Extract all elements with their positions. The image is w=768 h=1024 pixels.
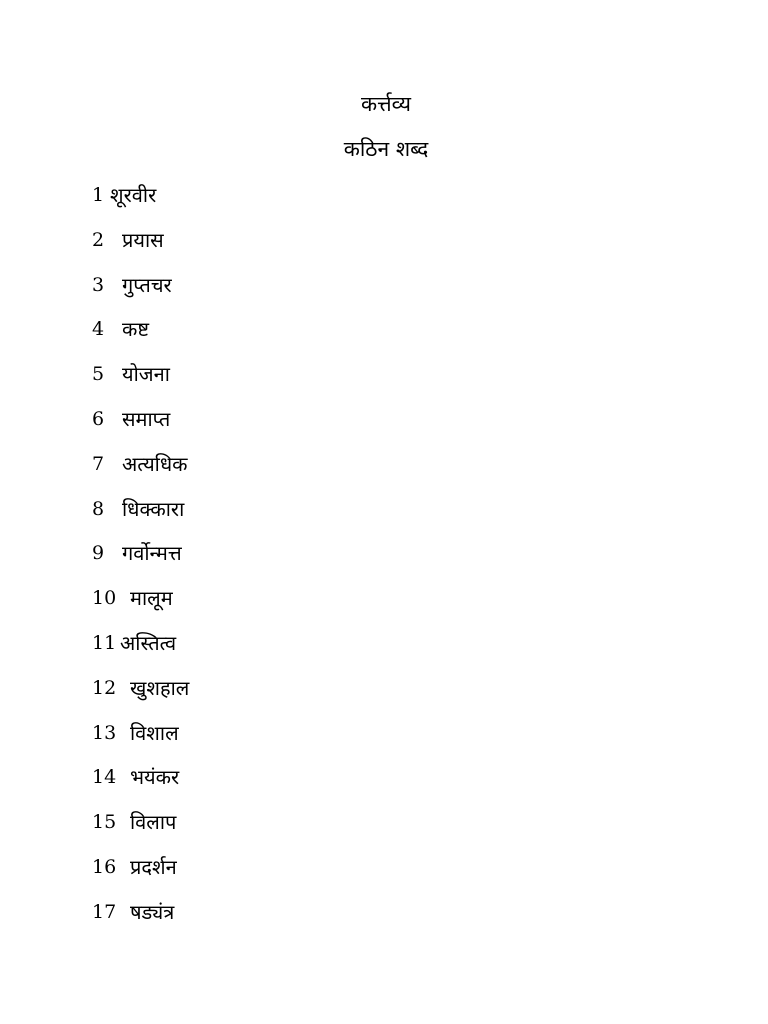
document-title: कर्त्तव्य [360, 92, 411, 116]
item-word: विलाप [130, 810, 177, 835]
item-word: प्रदर्शन [130, 854, 177, 879]
difficult-words-list [92, 180, 189, 942]
list-item [92, 180, 189, 225]
list-item [92, 404, 189, 449]
item-number: 3 [92, 273, 105, 296]
list-item [92, 897, 189, 942]
item-number: 1 [92, 184, 105, 206]
item-word: धिक्कारा [122, 496, 185, 521]
item-word: षड्यंत्र [130, 899, 175, 924]
item-number: 14 [92, 766, 117, 789]
item-number: 10 [92, 587, 117, 610]
item-word: अस्तित्व [120, 630, 177, 655]
list-item [92, 583, 189, 628]
item-word: भयंकर [130, 765, 180, 790]
item-word: विशाल [130, 720, 179, 745]
item-word: गर्वोन्मत्त [122, 541, 182, 566]
item-word: खुशहाल [130, 675, 190, 700]
list-item [92, 314, 189, 359]
item-number: 6 [92, 407, 105, 430]
item-number: 5 [92, 363, 105, 386]
list-item [92, 628, 189, 673]
item-number: 13 [92, 721, 117, 744]
list-item [92, 449, 189, 494]
item-number: 2 [92, 228, 105, 251]
item-word: मालूम [130, 586, 173, 611]
item-word: योजना [122, 362, 170, 387]
item-number: 17 [92, 900, 117, 923]
item-number: 4 [92, 318, 105, 341]
list-item [92, 359, 189, 404]
item-number: 7 [92, 452, 105, 475]
item-word: कष्ट [122, 317, 150, 342]
list-item [92, 270, 189, 315]
list-item [92, 538, 189, 583]
list-item [92, 807, 189, 852]
list-item [92, 494, 189, 539]
item-word: अत्यधिक [122, 451, 188, 476]
item-number: 9 [92, 542, 105, 565]
item-word: गुप्तचर [122, 272, 172, 297]
list-item [92, 673, 189, 718]
item-word: समाप्त [122, 406, 171, 431]
document-subtitle: कठिन शब्द [343, 137, 429, 161]
list-item [92, 852, 189, 897]
item-number: 8 [92, 497, 105, 520]
list-item [92, 225, 189, 270]
item-number: 15 [92, 811, 117, 834]
item-number: 16 [92, 855, 117, 878]
item-word: प्रयास [122, 227, 164, 252]
list-item [92, 762, 189, 807]
item-word: शूरवीर [110, 183, 157, 207]
item-number: 11 [92, 631, 117, 654]
item-number: 12 [92, 676, 117, 699]
list-item [92, 718, 189, 763]
